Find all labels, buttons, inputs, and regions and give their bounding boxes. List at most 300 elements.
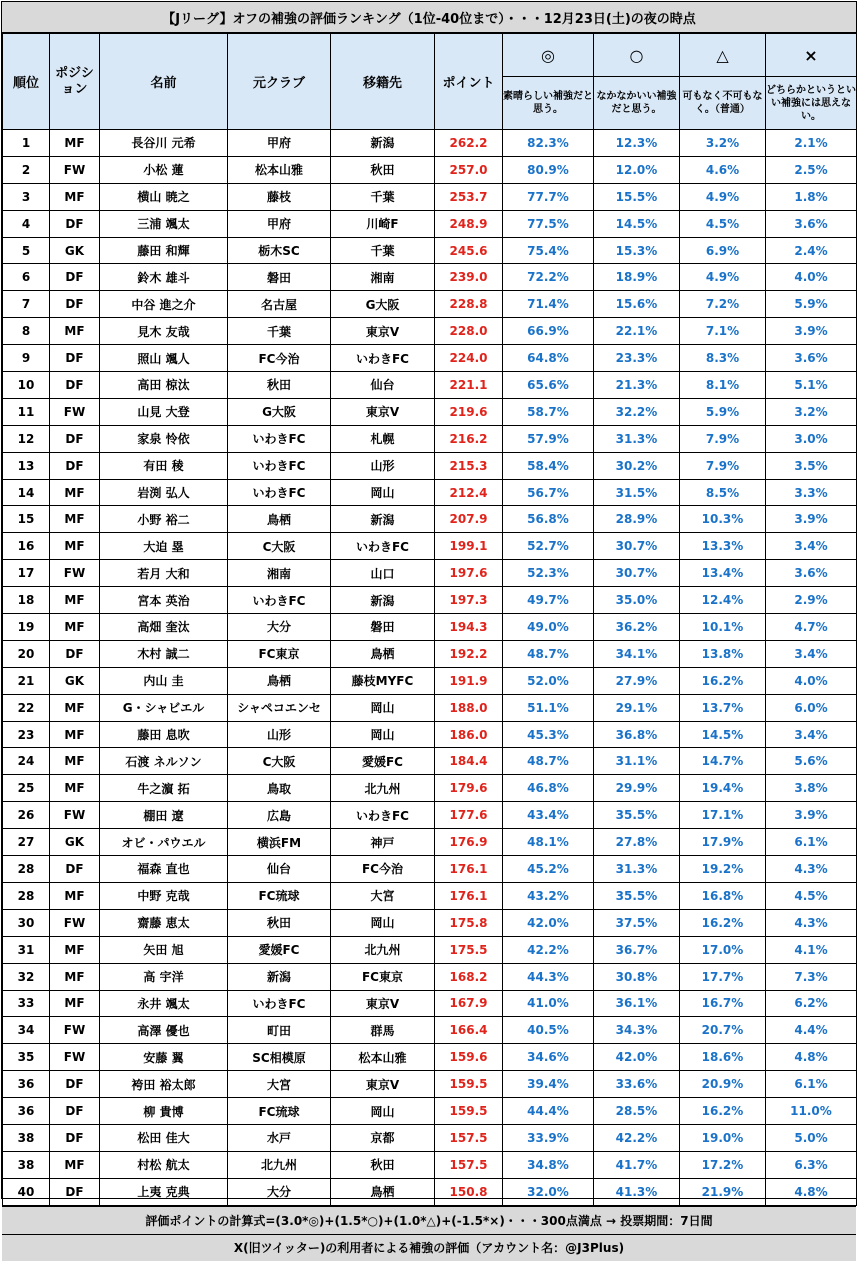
cell-to-club: 岡山 (331, 721, 435, 748)
cell-pct-excellent: 45.3% (503, 721, 594, 748)
cell-pct-excellent: 42.2% (503, 936, 594, 963)
cell-pct-excellent: 42.0% (503, 909, 594, 936)
cell-pct-average: 8.3% (680, 345, 766, 372)
header-triangle: △ (680, 34, 766, 77)
cell-from-club: 甲府 (228, 130, 331, 157)
cell-points: 194.3 (435, 614, 503, 641)
cell-rank: 20 (3, 640, 50, 667)
cell-pct-excellent: 43.4% (503, 802, 594, 829)
cell-position: DF (50, 856, 100, 883)
cell-pct-average: 7.2% (680, 291, 766, 318)
cell-pct-good: 37.5% (594, 909, 680, 936)
cell-name: 柳 貴博 (100, 1098, 228, 1125)
cell-pct-good: 36.8% (594, 721, 680, 748)
cell-pct-average: 3.2% (680, 130, 766, 157)
cell-rank: 28 (3, 856, 50, 883)
cell-from-club: 横浜FM (228, 829, 331, 856)
cell-to-club: 岡山 (331, 479, 435, 506)
cell-pct-excellent: 34.6% (503, 1044, 594, 1071)
table-row (3, 963, 857, 990)
ranking-table (2, 33, 857, 1206)
cell-name: 藤田 息吹 (100, 721, 228, 748)
cell-position: DF (50, 210, 100, 237)
cell-pct-excellent: 43.2% (503, 882, 594, 909)
cell-pct-poor: 3.4% (766, 721, 857, 748)
cell-pct-excellent: 40.5% (503, 1017, 594, 1044)
cell-pct-poor: 5.6% (766, 748, 857, 775)
cell-name: 矢田 旭 (100, 936, 228, 963)
cell-pct-good: 41.3% (594, 1178, 680, 1205)
cell-rank: 40 (3, 1178, 50, 1205)
cell-from-club: 北九州 (228, 1151, 331, 1178)
cell-pct-average: 8.1% (680, 372, 766, 399)
cell-pct-excellent: 34.8% (503, 1151, 594, 1178)
cell-points: 159.5 (435, 1098, 503, 1125)
cell-pct-poor: 3.2% (766, 398, 857, 425)
cell-points: 219.6 (435, 398, 503, 425)
cell-pct-excellent: 80.9% (503, 156, 594, 183)
cell-rank: 30 (3, 909, 50, 936)
cell-to-club: 山口 (331, 560, 435, 587)
header-cross: × (766, 34, 857, 77)
header-desc-excellent: 素晴らしい補強だと思う。 (503, 77, 594, 130)
cell-pct-poor: 2.4% (766, 237, 857, 264)
cell-pct-excellent: 48.1% (503, 829, 594, 856)
table-row (3, 775, 857, 802)
cell-position: DF (50, 264, 100, 291)
cell-pct-good: 14.5% (594, 210, 680, 237)
cell-pct-average: 17.9% (680, 829, 766, 856)
cell-position: MF (50, 183, 100, 210)
cell-pct-excellent: 44.3% (503, 963, 594, 990)
cell-pct-excellent: 58.7% (503, 398, 594, 425)
cell-position: MF (50, 882, 100, 909)
table-row (3, 210, 857, 237)
cell-to-club: 松本山雅 (331, 1044, 435, 1071)
cell-pct-good: 28.9% (594, 506, 680, 533)
cell-to-club: 千葉 (331, 237, 435, 264)
cell-rank: 5 (3, 237, 50, 264)
cell-pct-average: 21.9% (680, 1178, 766, 1205)
cell-position: FW (50, 802, 100, 829)
cell-points: 257.0 (435, 156, 503, 183)
cell-from-club: 山形 (228, 721, 331, 748)
cell-to-club: 湘南 (331, 264, 435, 291)
cell-pct-excellent: 48.7% (503, 640, 594, 667)
cell-position: MF (50, 587, 100, 614)
table-row (3, 1151, 857, 1178)
cell-pct-excellent: 75.4% (503, 237, 594, 264)
cell-pct-excellent: 39.4% (503, 1071, 594, 1098)
cell-rank: 10 (3, 372, 50, 399)
cell-pct-poor: 6.1% (766, 1071, 857, 1098)
cell-pct-good: 21.3% (594, 372, 680, 399)
cell-pct-excellent: 49.0% (503, 614, 594, 641)
cell-pct-good: 27.9% (594, 667, 680, 694)
cell-pct-good: 36.2% (594, 614, 680, 641)
cell-name: 安藤 翼 (100, 1044, 228, 1071)
cell-pct-good: 15.6% (594, 291, 680, 318)
cell-from-club: 大分 (228, 1178, 331, 1205)
cell-from-club: 愛媛FC (228, 936, 331, 963)
cell-name: 福森 直也 (100, 856, 228, 883)
cell-to-club: 東京V (331, 398, 435, 425)
table-row (3, 183, 857, 210)
cell-position: DF (50, 640, 100, 667)
cell-pct-good: 35.5% (594, 882, 680, 909)
cell-pct-average: 13.7% (680, 694, 766, 721)
cell-position: FW (50, 398, 100, 425)
cell-points: 159.5 (435, 1071, 503, 1098)
cell-rank: 19 (3, 614, 50, 641)
cell-points: 157.5 (435, 1151, 503, 1178)
cell-pct-good: 30.7% (594, 560, 680, 587)
header-points: ポイント (435, 34, 503, 130)
cell-from-club: 仙台 (228, 856, 331, 883)
cell-rank: 8 (3, 318, 50, 345)
formula-footer: 評価ポイントの計算式=(3.0*◎)+(1.5*○)+(1.0*△)+(-1.5*×)・・・300点満点 → 投票期間：7日間 (2, 1206, 856, 1234)
cell-rank: 33 (3, 990, 50, 1017)
cell-position: DF (50, 345, 100, 372)
cell-pct-poor: 4.3% (766, 856, 857, 883)
table-header (3, 34, 857, 130)
cell-pct-excellent: 77.5% (503, 210, 594, 237)
table-row (3, 802, 857, 829)
cell-pct-poor: 3.4% (766, 640, 857, 667)
cell-pct-good: 32.2% (594, 398, 680, 425)
cell-rank: 12 (3, 425, 50, 452)
table-row (3, 1098, 857, 1125)
cell-to-club: 新潟 (331, 587, 435, 614)
cell-rank: 6 (3, 264, 50, 291)
cell-pct-good: 35.0% (594, 587, 680, 614)
cell-pct-excellent: 52.7% (503, 533, 594, 560)
cell-pct-good: 42.2% (594, 1124, 680, 1151)
cell-pct-poor: 4.4% (766, 1017, 857, 1044)
cell-position: DF (50, 452, 100, 479)
cell-pct-good: 15.5% (594, 183, 680, 210)
cell-pct-poor: 4.7% (766, 614, 857, 641)
cell-name: 永井 颯太 (100, 990, 228, 1017)
cell-name: 照山 颯人 (100, 345, 228, 372)
cell-name: 村松 航太 (100, 1151, 228, 1178)
cell-to-club: 東京V (331, 990, 435, 1017)
table-row (3, 1071, 857, 1098)
cell-position: GK (50, 667, 100, 694)
cell-pct-excellent: 56.8% (503, 506, 594, 533)
cell-rank: 32 (3, 963, 50, 990)
cell-pct-average: 19.0% (680, 1124, 766, 1151)
cell-name: 見木 友哉 (100, 318, 228, 345)
table-row (3, 882, 857, 909)
cell-to-club: 岡山 (331, 1098, 435, 1125)
cell-name: 内山 圭 (100, 667, 228, 694)
cell-pct-good: 36.7% (594, 936, 680, 963)
cell-pct-poor: 4.3% (766, 909, 857, 936)
cell-position: MF (50, 748, 100, 775)
cell-pct-poor: 3.5% (766, 452, 857, 479)
table-row (3, 694, 857, 721)
table-row (3, 990, 857, 1017)
cell-points: 239.0 (435, 264, 503, 291)
cell-position: MF (50, 694, 100, 721)
cell-from-club: 広島 (228, 802, 331, 829)
cell-name: オビ・パウエル (100, 829, 228, 856)
cell-rank: 22 (3, 694, 50, 721)
cell-position: MF (50, 990, 100, 1017)
cell-name: 宮本 英治 (100, 587, 228, 614)
cell-points: 168.2 (435, 963, 503, 990)
cell-position: DF (50, 1098, 100, 1125)
table-row (3, 425, 857, 452)
cell-position: MF (50, 533, 100, 560)
cell-rank: 4 (3, 210, 50, 237)
cell-to-club: 東京V (331, 1071, 435, 1098)
cell-pct-excellent: 57.9% (503, 425, 594, 452)
cell-rank: 9 (3, 345, 50, 372)
cell-pct-average: 16.8% (680, 882, 766, 909)
table-row (3, 533, 857, 560)
cell-rank: 31 (3, 936, 50, 963)
header-rank: 順位 (3, 34, 50, 130)
cell-points: 157.5 (435, 1124, 503, 1151)
cell-from-club: 水戸 (228, 1124, 331, 1151)
cell-pct-poor: 4.8% (766, 1178, 857, 1205)
cell-rank: 16 (3, 533, 50, 560)
cell-from-club: 大分 (228, 614, 331, 641)
cell-position: MF (50, 479, 100, 506)
table-row (3, 506, 857, 533)
table-row (3, 156, 857, 183)
cell-rank: 21 (3, 667, 50, 694)
cell-points: 166.4 (435, 1017, 503, 1044)
cell-pct-poor: 3.9% (766, 506, 857, 533)
table-row (3, 748, 857, 775)
table-row (3, 345, 857, 372)
cell-pct-good: 28.5% (594, 1098, 680, 1125)
cell-pct-good: 41.7% (594, 1151, 680, 1178)
cell-rank: 7 (3, 291, 50, 318)
cell-pct-excellent: 49.7% (503, 587, 594, 614)
cell-pct-poor: 7.3% (766, 963, 857, 990)
cell-position: DF (50, 425, 100, 452)
cell-pct-poor: 3.6% (766, 345, 857, 372)
cell-pct-average: 19.2% (680, 856, 766, 883)
cell-pct-poor: 4.0% (766, 667, 857, 694)
cell-name: 袴田 裕太郎 (100, 1071, 228, 1098)
cell-pct-excellent: 48.7% (503, 748, 594, 775)
cell-pct-average: 13.3% (680, 533, 766, 560)
cell-position: DF (50, 372, 100, 399)
cell-position: MF (50, 506, 100, 533)
cell-to-club: FC東京 (331, 963, 435, 990)
cell-pct-poor: 1.8% (766, 183, 857, 210)
cell-pct-good: 42.0% (594, 1044, 680, 1071)
cell-pct-good: 34.1% (594, 640, 680, 667)
cell-name: 山見 大登 (100, 398, 228, 425)
cell-rank: 35 (3, 1044, 50, 1071)
cell-pct-good: 31.3% (594, 856, 680, 883)
cell-name: 長谷川 元希 (100, 130, 228, 157)
cell-from-club: 松本山雅 (228, 156, 331, 183)
header-circle: ○ (594, 34, 680, 77)
cell-pct-average: 14.5% (680, 721, 766, 748)
header-double-circle: ◎ (503, 34, 594, 77)
cell-rank: 36 (3, 1071, 50, 1098)
cell-rank: 25 (3, 775, 50, 802)
cell-pct-excellent: 51.1% (503, 694, 594, 721)
cell-points: 224.0 (435, 345, 503, 372)
cell-position: GK (50, 829, 100, 856)
cell-from-club: シャペコエンセ (228, 694, 331, 721)
cell-name: 松田 佳大 (100, 1124, 228, 1151)
cell-position: FW (50, 156, 100, 183)
cell-pct-good: 29.1% (594, 694, 680, 721)
cell-name: 中谷 進之介 (100, 291, 228, 318)
cell-pct-poor: 2.9% (766, 587, 857, 614)
cell-from-club: いわきFC (228, 452, 331, 479)
table-row (3, 264, 857, 291)
cell-position: MF (50, 963, 100, 990)
cell-pct-excellent: 33.9% (503, 1124, 594, 1151)
cell-position: MF (50, 318, 100, 345)
cell-pct-poor: 4.5% (766, 882, 857, 909)
header-position: ポジション (50, 34, 100, 130)
cell-pct-good: 30.8% (594, 963, 680, 990)
cell-to-club: 東京V (331, 318, 435, 345)
table-row (3, 291, 857, 318)
cell-from-club: C大阪 (228, 533, 331, 560)
cell-pct-average: 4.6% (680, 156, 766, 183)
cell-pct-average: 10.1% (680, 614, 766, 641)
cell-from-club: 秋田 (228, 372, 331, 399)
table-row (3, 237, 857, 264)
cell-position: FW (50, 1017, 100, 1044)
cell-pct-excellent: 66.9% (503, 318, 594, 345)
cell-name: 若月 大和 (100, 560, 228, 587)
cell-from-club: いわきFC (228, 479, 331, 506)
header-desc-poor: どちらかというといい補強には思えない。 (766, 77, 857, 130)
table-row (3, 1178, 857, 1205)
table-row (3, 1017, 857, 1044)
cell-rank: 13 (3, 452, 50, 479)
cell-position: DF (50, 1071, 100, 1098)
cell-pct-poor: 6.2% (766, 990, 857, 1017)
cell-from-club: G大阪 (228, 398, 331, 425)
table-row (3, 936, 857, 963)
cell-points: 175.5 (435, 936, 503, 963)
cell-to-club: 仙台 (331, 372, 435, 399)
cell-position: MF (50, 721, 100, 748)
cell-name: 鈴木 雄斗 (100, 264, 228, 291)
cell-pct-good: 31.5% (594, 479, 680, 506)
cell-position: MF (50, 130, 100, 157)
cell-points: 184.4 (435, 748, 503, 775)
header-from-club: 元クラブ (228, 34, 331, 130)
cell-from-club: FC東京 (228, 640, 331, 667)
cell-pct-good: 30.7% (594, 533, 680, 560)
cell-pct-poor: 4.0% (766, 264, 857, 291)
table-row (3, 452, 857, 479)
cell-to-club: FC今治 (331, 856, 435, 883)
cell-points: 186.0 (435, 721, 503, 748)
cell-rank: 24 (3, 748, 50, 775)
cell-to-club: 岡山 (331, 694, 435, 721)
cell-pct-good: 35.5% (594, 802, 680, 829)
table-row (3, 372, 857, 399)
cell-name: 高澤 優也 (100, 1017, 228, 1044)
cell-pct-excellent: 41.0% (503, 990, 594, 1017)
table-row (3, 560, 857, 587)
cell-pct-poor: 3.9% (766, 802, 857, 829)
cell-to-club: 神戸 (331, 829, 435, 856)
cell-pct-poor: 3.4% (766, 533, 857, 560)
cell-pct-average: 8.5% (680, 479, 766, 506)
cell-name: 岩渕 弘人 (100, 479, 228, 506)
cell-pct-average: 16.7% (680, 990, 766, 1017)
cell-points: 207.9 (435, 506, 503, 533)
cell-from-club: 町田 (228, 1017, 331, 1044)
cell-position: FW (50, 909, 100, 936)
table-row (3, 829, 857, 856)
cell-rank: 18 (3, 587, 50, 614)
cell-points: 228.8 (435, 291, 503, 318)
cell-from-club: 鳥栖 (228, 667, 331, 694)
cell-points: 215.3 (435, 452, 503, 479)
table-row (3, 318, 857, 345)
cell-points: 228.0 (435, 318, 503, 345)
cell-to-club: 秋田 (331, 156, 435, 183)
cell-pct-poor: 5.1% (766, 372, 857, 399)
cell-rank: 36 (3, 1098, 50, 1125)
cell-to-club: 新潟 (331, 506, 435, 533)
cell-position: MF (50, 614, 100, 641)
table-row (3, 667, 857, 694)
cell-pct-excellent: 58.4% (503, 452, 594, 479)
cell-from-club: FC琉球 (228, 882, 331, 909)
cell-name: 横山 暁之 (100, 183, 228, 210)
cell-pct-excellent: 52.0% (503, 667, 594, 694)
cell-rank: 14 (3, 479, 50, 506)
cell-pct-average: 13.8% (680, 640, 766, 667)
cell-pct-poor: 2.5% (766, 156, 857, 183)
cell-points: 150.8 (435, 1178, 503, 1205)
cell-from-club: 千葉 (228, 318, 331, 345)
cell-position: FW (50, 1044, 100, 1071)
cell-name: 小松 蓮 (100, 156, 228, 183)
cell-to-club: 愛媛FC (331, 748, 435, 775)
cell-pct-average: 16.2% (680, 1098, 766, 1125)
cell-to-club: 北九州 (331, 936, 435, 963)
cell-rank: 11 (3, 398, 50, 425)
cell-to-club: 新潟 (331, 130, 435, 157)
cell-position: DF (50, 291, 100, 318)
cell-to-club: 千葉 (331, 183, 435, 210)
cell-pct-excellent: 45.2% (503, 856, 594, 883)
cell-pct-poor: 3.9% (766, 318, 857, 345)
cell-pct-poor: 6.0% (766, 694, 857, 721)
cell-pct-average: 10.3% (680, 506, 766, 533)
cell-pct-average: 4.9% (680, 264, 766, 291)
cell-pct-good: 31.3% (594, 425, 680, 452)
cell-points: 197.3 (435, 587, 503, 614)
ranking-sheet (1, 1, 857, 1256)
cell-pct-excellent: 32.0% (503, 1178, 594, 1205)
header-desc-good: なかなかいい補強だと思う。 (594, 77, 680, 130)
cell-name: G・シャビエル (100, 694, 228, 721)
cell-to-club: 秋田 (331, 1151, 435, 1178)
cell-pct-good: 18.9% (594, 264, 680, 291)
